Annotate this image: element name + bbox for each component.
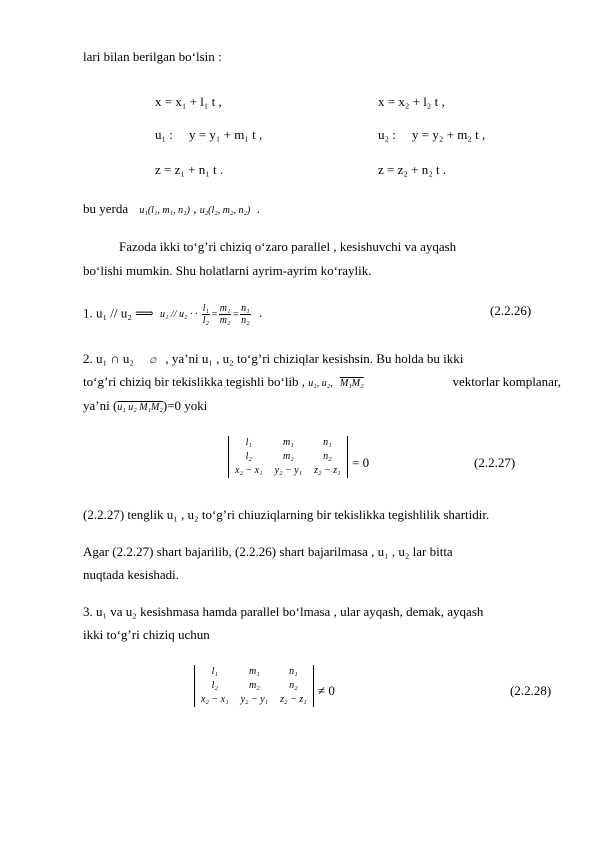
agar-line-2: nuqtada kesishadi. bbox=[83, 567, 180, 582]
det-row: l₂ m₂ n₂ bbox=[211, 680, 298, 691]
intro-text: lari bilan berilgan bo‘lsin : bbox=[83, 49, 222, 64]
det-row: l₁ m₁ n₁ bbox=[245, 437, 332, 448]
determinant-2-2-27 bbox=[228, 436, 348, 478]
line1-x-equation: x = x₁ + l₁ t , bbox=[155, 94, 222, 109]
det-row: x₂ − x₁ y₂ − y₁ z₂ − z₁ bbox=[235, 465, 341, 476]
line2-label: u₂ : bbox=[378, 127, 396, 142]
case2-line-2: to‘g’ri chiziq bir tekislikka tegishli bo‘lib , u₁, u₂, M₁M₂ vektorlar komplanar, bbox=[83, 374, 561, 389]
determinant-rhs: = 0 bbox=[352, 455, 370, 470]
case3-line-1: 3. u₁ va u₂ kesishmasa hamda parallel bo‘lmasa , ular ayqash, demak, ayqash bbox=[83, 604, 484, 619]
determinant-2-2-28 bbox=[194, 665, 314, 707]
line2-y-equation: y = y₂ + m₂ t , bbox=[412, 127, 486, 142]
line2-z-equation: z = z₂ + n₂ t . bbox=[378, 162, 447, 177]
empty-set-icon: ∅ bbox=[149, 356, 157, 365]
equation-number-2-2-28: (2.2.28) bbox=[510, 683, 552, 698]
case1-vector-relation: u₁ // u₂ · · bbox=[159, 309, 198, 321]
line1-y-equation: y = y₁ + m₁ t , bbox=[189, 127, 263, 142]
case1-prefix: 1. u₁ // u₂ ⟹ bbox=[83, 305, 154, 321]
paragraph-line-2: bo‘lishi mumkin. Shu holatlarni ayrim-ayrim ko‘raylik. bbox=[83, 263, 372, 278]
det-row: l₂ m₂ n₂ bbox=[245, 451, 332, 462]
direction-vector-2: u₂(l₂, m₂, n₂) bbox=[199, 205, 251, 216]
where-line: bu yerda u₁(l₁, m₁, n₁) , u₂(l₂, m₂, n₂) . bbox=[83, 201, 261, 216]
determinant-rhs-nonzero: ≠ 0 bbox=[318, 683, 335, 698]
fraction-m: $\frac{\text{m₁}}{\text{m₂}}$ bbox=[219, 303, 231, 326]
fraction-n: $\frac{\text{n₁}}{\text{n₂}}$ bbox=[241, 303, 250, 326]
paragraph-line-1: Fazoda ikki to‘g’ri chiziq o‘zaro parallel , kesishuvchi va ayqash bbox=[119, 239, 457, 254]
case1-line: 1. u₁ // u₂ ⟹ u₁ // u₂ · · $\frac{\text{l₁}}{\text{l₂}}$ = $\frac{\text{m₁}}{\text{m₂}}$ = $\frac{\text{n₁}}{\text{n₂}}$ . bbox=[83, 303, 263, 326]
det-row: x₂ − x₁ y₂ − y₁ z₂ − z₁ bbox=[201, 694, 307, 705]
line1-z-equation: z = z₁ + n₁ t . bbox=[155, 162, 224, 177]
case3-line-2: ikki to‘g’ri chiziq uchun bbox=[83, 627, 210, 642]
det-row: l₁ m₁ n₁ bbox=[211, 666, 298, 677]
line1-label: u₁ : bbox=[155, 127, 173, 142]
line2-x-equation: x = x₂ + l₂ t , bbox=[378, 94, 445, 109]
case2-line-1: 2. u₁ ∩ u₂ ∅ , ya’ni u₁ , u₂ to‘g’ri chiziqlar kesishsin. Bu holda bu ikki bbox=[83, 351, 464, 366]
agar-line-1: Agar (2.2.27) shart bajarilib, (2.2.26) shart bajarilmasa , u₁ , u₂ lar bitta bbox=[83, 544, 453, 559]
case2-line-3: ya’ni (u₁ u₂ M₁M₂)=0 yoki bbox=[83, 398, 208, 413]
condition-line: (2.2.27) tenglik u₁ , u₂ to‘g’ri chiuziqlarning bir tekislikka tegishlilik shartidir. bbox=[83, 507, 490, 522]
equation-number-2-2-27: (2.2.27) bbox=[474, 455, 516, 470]
fraction-l: $\frac{\text{l₁}}{\text{l₂}}$ bbox=[202, 303, 209, 326]
equation-number-2-2-26: (2.2.26) bbox=[490, 303, 532, 318]
direction-vector-1: u₁(l₁, m₁, n₁) bbox=[139, 205, 190, 216]
where-text: bu yerda bbox=[83, 201, 129, 216]
